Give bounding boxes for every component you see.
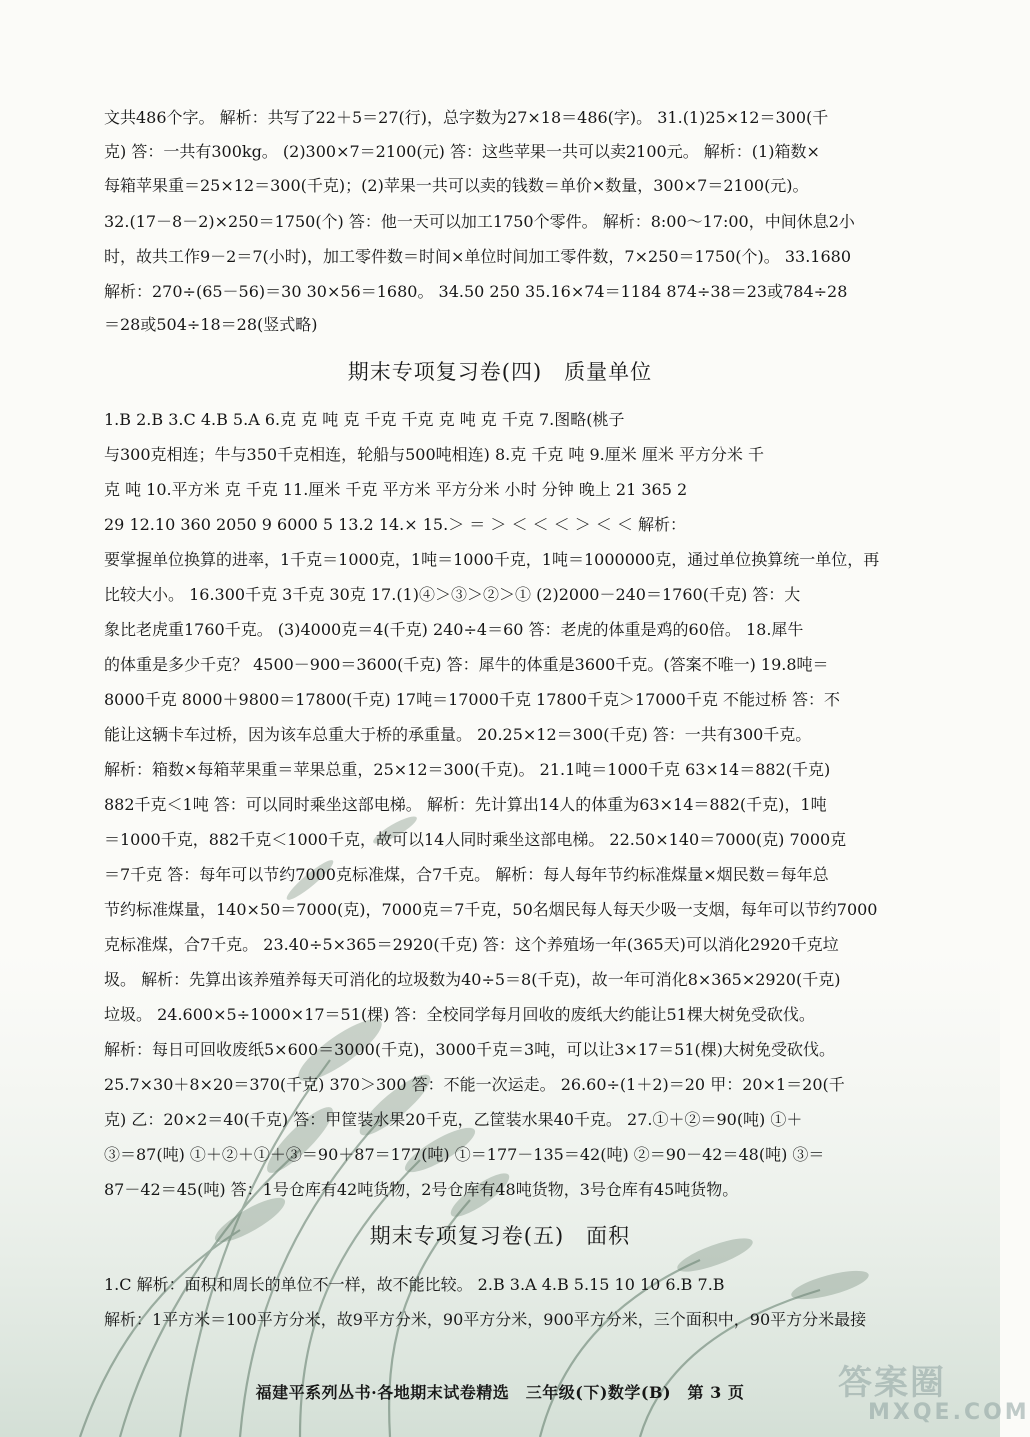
text-line: 8000千克 8000＋9800＝17800(千克) 17吨＝17000千克 17800千克＞17000千克 不能过桥 答：不 <box>104 690 841 709</box>
text-line: ③＝87(吨) ①＋②＋①＋③＝90＋87＝177(吨) ①＝177－135＝42(吨) ②＝90－42＝48(吨) ③＝ <box>104 1145 825 1164</box>
text-line: 克) 答：一共有300kg。 (2)300×7＝2100(元) 答：这些苹果一共可以卖2100元。 解析：(1)箱数× <box>104 142 820 161</box>
section-heading-5: 期末专项复习卷(五) 面积 <box>369 1224 631 1248</box>
text-line: 25.7×30＋8×20＝370(千克) 370＞300 答：不能一次运走。 26.60÷(1＋2)＝20 甲：20×1＝20(千 <box>104 1075 845 1094</box>
text-line: 的体重是多少千克？ 4500－900＝3600(千克) 答：犀牛的体重是3600千克。(答案不唯一) 19.8吨＝ <box>104 655 829 674</box>
watermark-cn: 答案圈 <box>838 1363 946 1403</box>
text-line: 比较大小。 16.300千克 3千克 30克 17.(1)④＞③＞②＞① (2)2000－240＝1760(千克) 答：大 <box>104 585 801 604</box>
text-line: 解析：270÷(65－56)＝30 30×56＝1680。 34.50 250 35.16×74＝1184 874÷38＝23或784÷28 <box>104 282 848 301</box>
page-footer: 福建平系列丛书·各地期末试卷精选 三年级(下)数学(B) 第 3 页 <box>255 1383 745 1402</box>
text-line: 与300克相连；牛与350千克相连，轮船与500吨相连) 8.克 千克 吨 9.厘米 厘米 平方分米 千 <box>104 445 764 464</box>
text-line: 882千克＜1吨 答：可以同时乘坐这部电梯。 解析：先计算出14人的体重为63×14＝882(千克)，1吨 <box>104 795 827 814</box>
text-line: 1.B 2.B 3.C 4.B 5.A 6.克 克 吨 克 千克 千克 克 吨 克 千克 7.图略(桃子 <box>104 410 625 429</box>
site-watermark <box>838 1363 1030 1427</box>
section-heading-4: 期末专项复习卷(四) 质量单位 <box>347 360 653 384</box>
text-line: 圾。 解析：先算出该养殖养每天可消化的垃圾数为40÷5＝8(千克)，故一年可消化8×365×2920(千克) <box>104 970 841 989</box>
text-line: 象比老虎重1760千克。 (3)4000克＝4(千克) 240÷4＝60 答：老虎的体重是鸡的60倍。 18.犀牛 <box>104 620 804 639</box>
text-line: 1.C 解析：面积和周长的单位不一样，故不能比较。 2.B 3.A 4.B 5.15 10 10 6.B 7.B <box>104 1275 725 1294</box>
text-line: 32.(17－8－2)×250＝1750(个) 答：他一天可以加工1750个零件。 解析：8:00～17:00，中间休息2小 <box>104 212 855 231</box>
text-line: 能让这辆卡车过桥，因为该车总重大于桥的承重量。 20.25×12＝300(千克) 答：一共有300千克。 <box>104 725 812 744</box>
text-line: 解析：1平方米＝100平方分米，故9平方分米，90平方分米，900平方分米，三个面积中，90平方分米最接 <box>104 1310 867 1329</box>
text-line: 解析：每日可回收废纸5×600＝3000(千克)，3000千克＝3吨，可以让3×17＝51(棵)大树免受砍伐。 <box>104 1040 836 1059</box>
text-line: 要掌握单位换算的进率，1千克＝1000克，1吨＝1000千克，1吨＝1000000克，通过单位换算统一单位，再 <box>104 550 880 569</box>
text-line: 87－42＝45(吨) 答：1号仓库有42吨货物，2号仓库有48吨货物，3号仓库有45吨货物。 <box>104 1180 739 1199</box>
text-line: 29 12.10 360 2050 9 6000 5 13.2 14.× 15.＞ ＝ ＞ ＜ ＜ ＜ ＞ ＜ ＜ 解析： <box>104 515 686 534</box>
text-line: 克 吨 10.平方米 克 千克 11.厘米 千克 平方米 平方分米 小时 分钟 晚上 21 365 2 <box>104 480 688 499</box>
text-line: 解析：箱数×每箱苹果重＝苹果总重，25×12＝300(千克)。 21.1吨＝1000千克 63×14＝882(千克) <box>104 760 831 779</box>
watermark-en: MXQE.COM <box>868 1400 1030 1425</box>
text-line: 克) 乙：20×2＝40(千克) 答：甲筐装水果20千克，乙筐装水果40千克。 27.①＋②＝90(吨) ①＋ <box>104 1110 803 1129</box>
text-line: 垃圾。 24.600×5÷1000×17＝51(棵) 答：全校同学每月回收的废纸大约能让51棵大树免受砍伐。 <box>104 1005 815 1024</box>
text-line: ＝7千克 答：每年可以节约7000克标准煤，合7千克。 解析：每人每年节约标准煤量×烟民数＝每年总 <box>104 865 829 884</box>
text-line: 节约标准煤量，140×50＝7000(克)，7000克＝7千克，50名烟民每人每天少吸一支烟，每年可以节约7000 <box>104 900 878 919</box>
text-line: 每箱苹果重＝25×12＝300(千克)；(2)苹果一共可以卖的钱数＝单价×数量，300×7＝2100(元)。 <box>104 176 809 195</box>
text-line: 克标准煤，合7千克。 23.40÷5×365＝2920(千克) 答：这个养殖场一年(365天)可以消化2920千克垃 <box>104 935 839 954</box>
text-line: ＝28或504÷18＝28(竖式略) <box>104 315 318 334</box>
text-line: ＝1000千克，882千克＜1000千克，故可以14人同时乘坐这部电梯。 22.50×140＝7000(克) 7000克 <box>104 830 847 849</box>
text-line: 时，故共工作9－2＝7(小时)，加工零件数＝时间×单位时间加工零件数，7×250＝1750(个)。 33.1680 <box>104 247 852 266</box>
text-line: 文共486个字。 解析：共写了22＋5＝27(行)，总字数为27×18＝486(字)。 31.(1)25×12＝300(千 <box>104 108 829 127</box>
